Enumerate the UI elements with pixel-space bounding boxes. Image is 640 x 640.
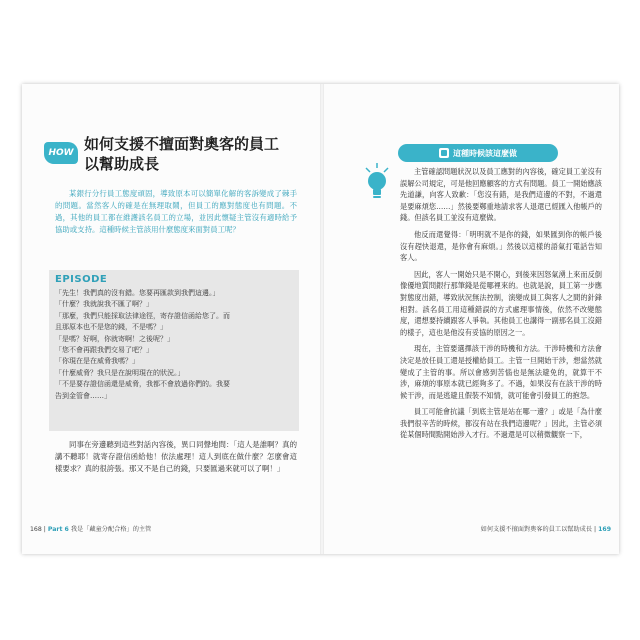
left-page [22,84,320,554]
left-body-paragraph: 同事在旁邊聽到這些對話內容後，異口同聲地問：「這人是誰啊？真的講不聽耶！就寄存證信函給他！依法處理！這人到底在做什麼？怎麼會這樣要求？真的很誇張。那又不是自己的錢，只要匯過來就可以了啊！」 [55,440,297,473]
body-paragraph: 現在，主管要選擇該干涉的時機和方法。干涉時機和方法會決定是放任員工還是授權給員工。主管一旦開始干涉，想當然就變成了主管的事。所以會感到苦惱也是無法避免的，就算干不涉，麻煩的事原本就已經夠多了。不過，如果沒有在該干涉的時候干涉，而是逃避且假裝不知情，就可能會引發員工的抱怨。 [400,344,602,400]
left-folio: 168 | Part 6 我是「藏童分配合格」的主管 [30,526,152,533]
episode-box [49,270,299,431]
dialogue-line: 「你現在是在威脅我嗎？」 [55,357,139,366]
right-page [324,84,619,554]
body-paragraph: 因此，客人一開始只是不開心，到後來因怒氣湧上來而反倒像優地質問銀行那筆錢是從哪裡來的。也就是說，員工第一步應對態度出錯，導致狀況無法控制，演變成員工與客人之間的針鋒相對。該名員工用這種錯誤的方式處理事情後，依然不改變態度，還想要持續跟客人爭執。其他員工也講得一副那名員工沒錯的樣子，這也是他沒有妥協的原因之一。 [400,269,602,337]
left-page-number: 168 [30,526,42,533]
dialogue-line: 告到金管會……」 [55,391,111,400]
dialogue-line: 「什麼威脅？我只是在說明現在的狀況。」 [55,368,185,377]
left-running-title: 我是「藏童分配合格」的主管 [70,526,152,533]
body-paragraph: 主管確認問題狀況以及員工應對的內容後，確定員工並沒有誤解公司規定，可是他回應顧客的方式有問題。員工一開始應該先道謙，向客人致歉：「您沒有錯，是我們這邊的不對，不過還是要麻煩您……」然後要鄭重地請求客人退還已經匯入他帳戶的錢。但該名員工並沒有這麼做。 [400,167,602,223]
right-body [400,166,602,446]
how-badge: HOW [44,142,78,164]
dialogue-line: 「是嗎？好啊，你就寄啊！之後呢？」 [55,334,174,343]
chapter-title-line2: 以幫助成長 [84,155,160,173]
lightbulb-icon [362,162,392,204]
body-paragraph: 員工可能會抗議「到底主管是站在哪一邊？」或是「為什麼我們很辛苦的時候，都沒有站在我們這邊呢？」因此，主管必須從某個時間點開始涉入才行。不過還是可以稍微觀察一下， [400,407,602,440]
book-spread [22,84,619,554]
episode-dialogue [55,288,293,402]
dialogue-line: 「先生！我們真的沒有錯。您要再匯款到我們這邊。」 [55,289,220,297]
tip-banner [398,144,558,162]
part-label: Part 6 [47,526,69,533]
chapter-title [84,134,304,174]
checklist-icon [439,148,449,158]
dialogue-line: 「不是要存證信函還是威脅，我都不會放過你們的。我要 [55,380,230,389]
right-page-number: 169 [598,526,611,533]
chapter-title-line1: 如何支援不擅面對奧客的員工 [84,135,280,153]
dialogue-line: 「您不會再跟我們交易了吧？」 [55,346,153,355]
dialogue-line: 「什麼？我就說我不匯了啊？」 [55,300,153,309]
chapter-intro: 某銀行分行員工態度頑固，導致原本可以簡單化解的客訴變成了棘手的問題。當然客人的確是在無理取鬧，但員工的應對態度也有問題。不過，其他的員工都在維護該名員工的立場，並因此懷疑主管沒有適時給予協助或支持。這種時候主管該用什麼態度來面對員工呢？ [55,189,297,234]
body-paragraph: 他反而還覺得：「明明就不是你的錢，如果匯到你的帳戶後沒有趕快退還，是你會有麻煩。」然後以這樣的語氣打電話告知客人。 [400,229,602,263]
right-folio: 如何支援不擅面對奧客的員工以幫助成長 | 169 [480,526,611,533]
dialogue-line: 「那麼，我們只能採取法律途徑，寄存證信函給您了。而 [55,311,230,320]
right-running-title: 如何支援不擅面對奧客的員工以幫助成長 [480,526,593,533]
dialogue-line: 且那原本也不是您的錢，不是嗎？」 [55,323,167,332]
tip-banner-label: 這種時候該這麼做 [453,148,517,158]
episode-title: EPISODE [55,274,108,285]
